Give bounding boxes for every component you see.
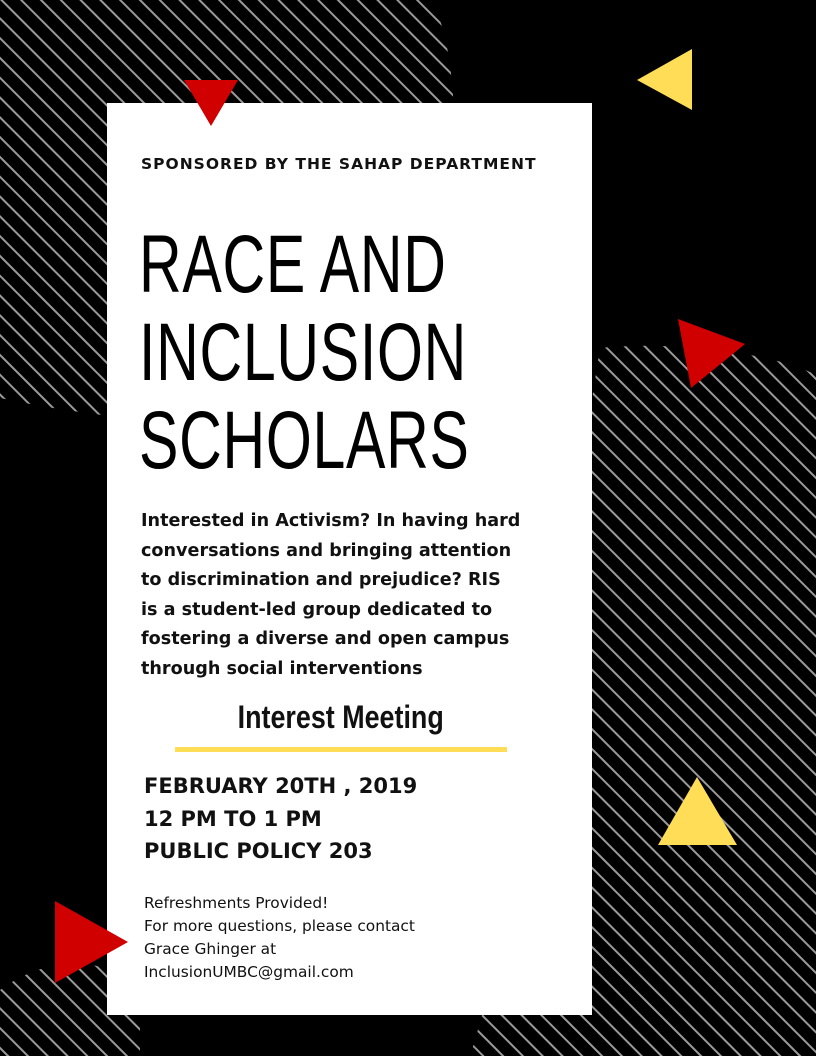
red-triangle-right-icon xyxy=(677,318,747,390)
contact-line: Refreshments Provided! xyxy=(144,894,329,912)
description-line: conversations and bringing attention xyxy=(141,540,512,561)
description xyxy=(141,507,561,685)
event-time: 12 PM TO 1 PM xyxy=(144,806,322,831)
red-triangle-top-icon xyxy=(183,79,239,127)
yellow-triangle-top-right-icon xyxy=(636,48,694,112)
contact-info xyxy=(144,892,415,984)
red-triangle-bottom-left-icon xyxy=(54,900,130,984)
meeting-heading-text: Interest Meeting xyxy=(237,699,445,735)
event-location: PUBLIC POLICY 203 xyxy=(144,839,373,863)
contact-email: InclusionUMBC@gmail.com xyxy=(144,963,354,981)
flyer-card xyxy=(107,103,592,1015)
yellow-triangle-bottom-right-icon xyxy=(657,776,739,846)
title-line: RACE AND xyxy=(139,219,447,310)
event-date: FEBRUARY 20TH , 2019 xyxy=(144,774,418,798)
meeting-heading xyxy=(175,699,507,736)
event-details xyxy=(144,770,417,868)
event-title xyxy=(139,221,470,485)
title-line: INCLUSION xyxy=(139,307,467,398)
sponsor-line: SPONSORED BY THE SAHAP DEPARTMENT xyxy=(141,155,537,173)
title-line: SCHOLARS xyxy=(139,395,470,486)
contact-line: Grace Ghinger at xyxy=(144,940,277,958)
description-line: through social interventions xyxy=(141,658,423,679)
yellow-divider xyxy=(175,747,507,752)
contact-line: For more questions, please contact xyxy=(144,917,415,935)
description-line: fostering a diverse and open campus xyxy=(141,629,510,650)
description-line: Interested in Activism? In having hard xyxy=(141,511,521,531)
description-line: to discrimination and prejudice? RIS xyxy=(141,570,501,591)
description-line: is a student-led group dedicated to xyxy=(141,599,493,620)
